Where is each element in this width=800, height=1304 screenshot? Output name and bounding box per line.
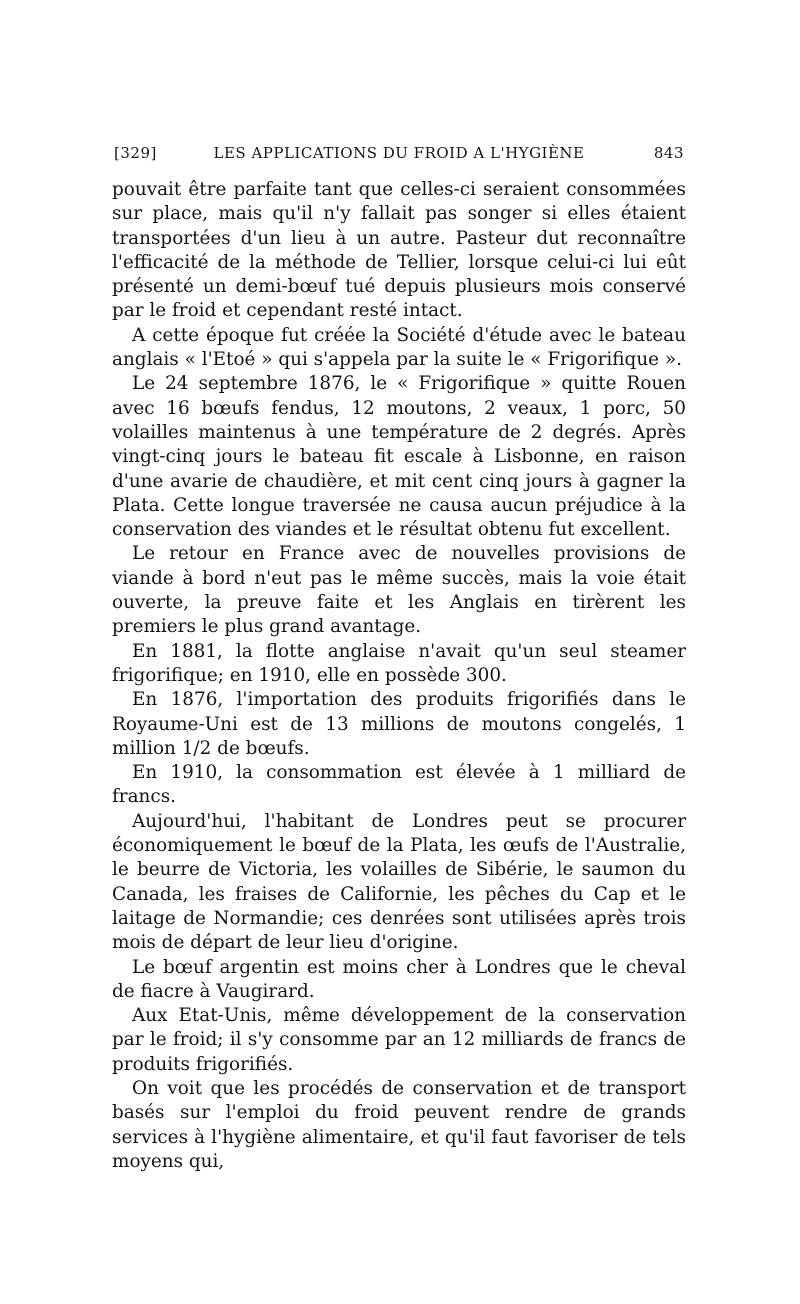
- paragraph: En 1881, la flotte anglaise n'avait qu'un seul steamer frigorifique; en 1910, elle en possède 300.: [112, 640, 686, 686]
- paragraph: En 1910, la consommation est élevée à 1 milliard de francs.: [112, 762, 686, 808]
- page-reference: [329]: [114, 144, 157, 162]
- paragraph: Le bœuf argentin est moins cher à Londres que le cheval de fiacre à Vaugirard.: [112, 956, 686, 1002]
- paragraph: Le 24 septembre 1876, le « Frigorifique » quitte Rouen avec 16 bœufs fendus, 12 moutons, 2 veaux, 1 porc, 50 volailles maintenus à une température de 2 degrés. Après vingt-cinq jours le bateau fit escale à Lisbonne, en raison d'une avarie de chaudière, et mit cent cinq jours à gagner la Plata. Cette longue traversée ne causa aucun préjudice à la conservation des viandes et le résultat obtenu fut excellent.: [112, 373, 686, 541]
- paragraph: On voit que les procédés de conservation et de transport basés sur l'emploi du froid peuvent rendre de grands services à l'hygiène alimentaire, et qu'il faut favoriser de tels moyens qui,: [112, 1077, 686, 1172]
- page-number: 843: [653, 144, 684, 162]
- paragraph: Aux Etat-Unis, même développement de la conservation par le froid; il s'y consomme par an 12 milliards de francs de produits frigorifiés.: [112, 1005, 686, 1075]
- body-text: [112, 178, 686, 1174]
- paragraph: Aujourd'hui, l'habitant de Londres peut se procurer économiquement le bœuf de la Plata, les œufs de l'Australie, le beurre de Victoria, les volailles de Sibérie, le saumon du Canada, les fraises de Californie, les pêches du Cap et le laitage de Normandie; ces denrées sont utilisées après trois mois de départ de leur lieu d'origine.: [112, 810, 686, 954]
- running-title: LES APPLICATIONS DU FROID A L'HYGIÈNE: [213, 144, 585, 162]
- paragraph: Le retour en France avec de nouvelles provisions de viande à bord n'eut pas le même succès, mais la voie était ouverte, la preuve faite et les Anglais en tirèrent les premiers le plus grand avantage.: [112, 543, 686, 638]
- paragraph: A cette époque fut créée la Société d'étude avec le bateau anglais « l'Etoé » qui s'appela par la suite le « Frigorifique ».: [112, 324, 686, 371]
- running-header: [114, 144, 684, 170]
- paragraph: En 1876, l'importation des produits frigorifiés dans le Royaume-Uni est de 13 millions de moutons congelés, 1 million 1/2 de bœufs.: [112, 689, 686, 759]
- paragraph-continued: pouvait être parfaite tant que celles-ci seraient consommées sur place, mais qu'il n'y fallait pas songer si elles étaient transportées d'un lieu à un autre. Pasteur dut reconnaître l'efficacité de la méthode de Tellier, lorsque celui-ci lui eût présenté un demi-bœuf tué depuis plusieurs mois conservé par le froid et cependant resté intact.: [112, 179, 686, 322]
